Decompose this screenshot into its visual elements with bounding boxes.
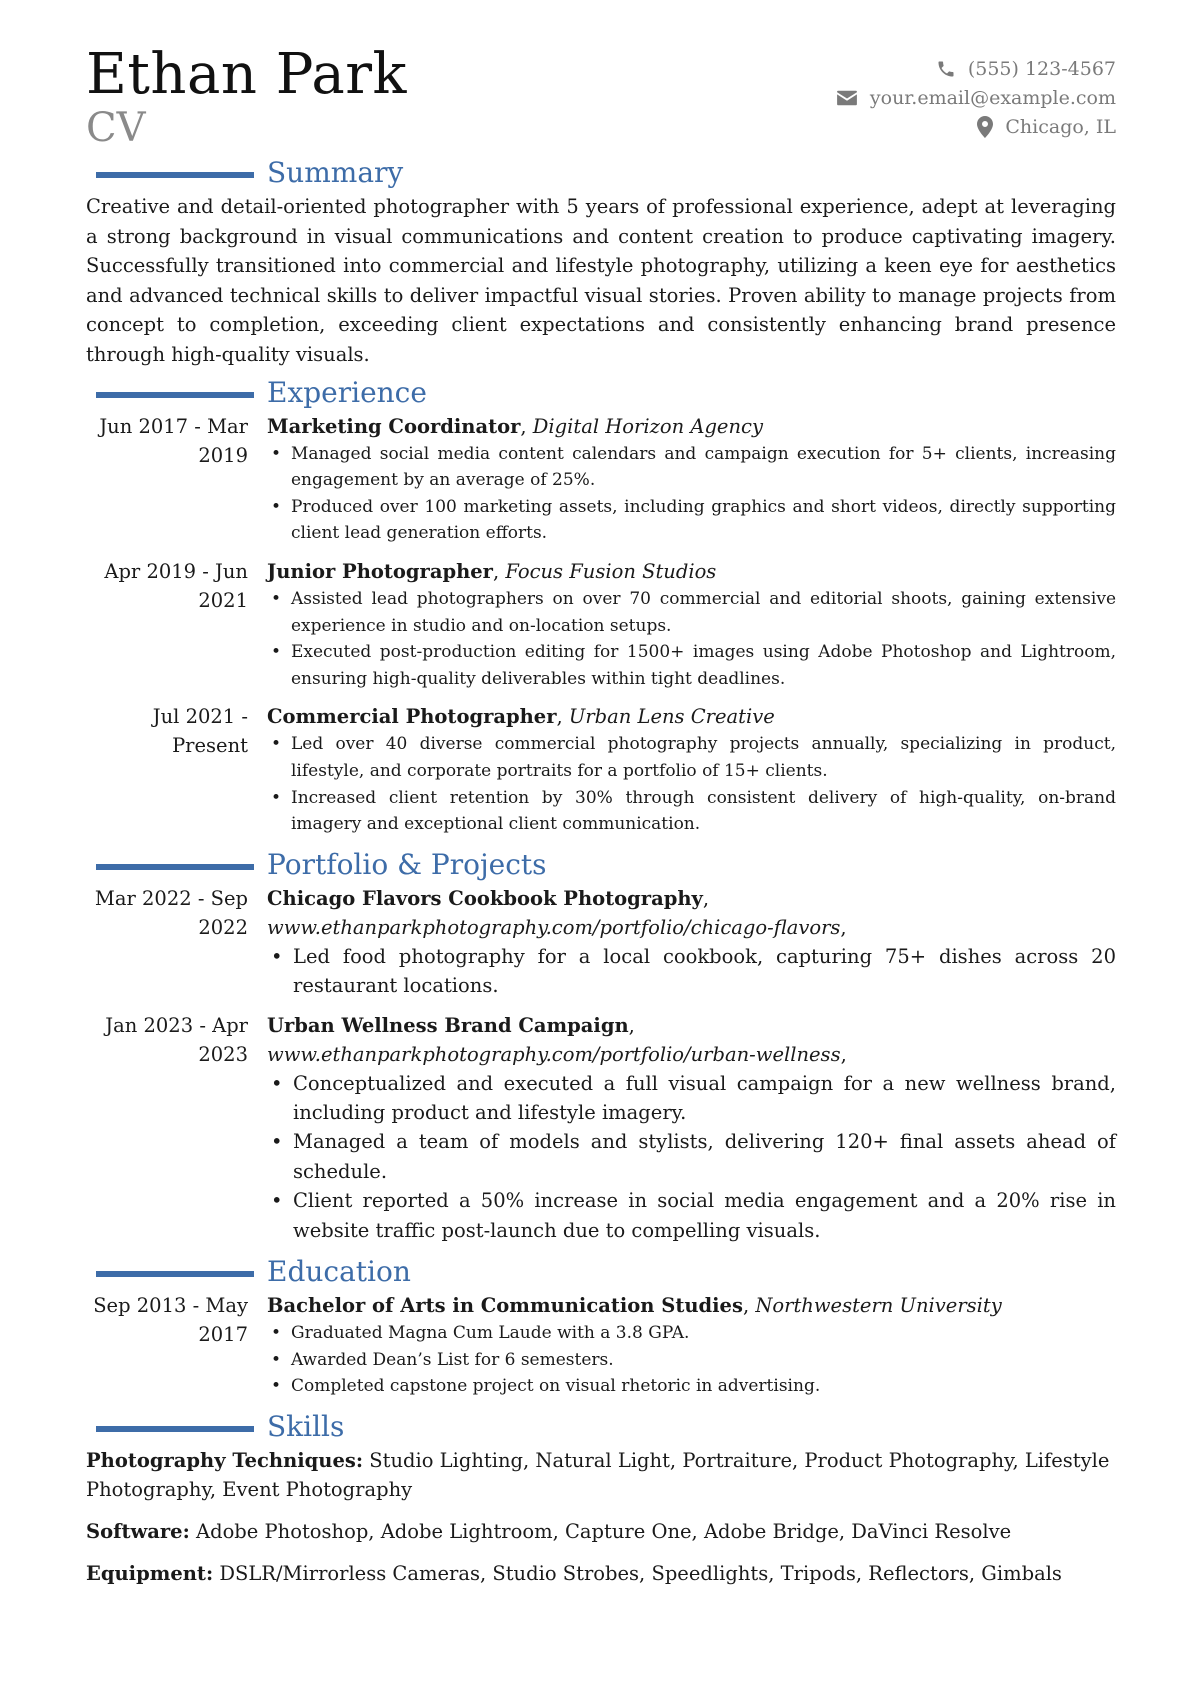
bullet-list [267,1069,1116,1245]
experience-entry [86,557,1116,692]
entry-title: Urban Wellness Brand Campaign, www.ethanparkphotography.com/portfolio/urban-wellness, [267,1013,847,1066]
skill-row [86,1446,1116,1505]
map-marker-icon [977,116,993,138]
entry-date: Sep 2013 - May 2017 [93,1293,248,1346]
section-rule [96,864,254,870]
experience-entry [86,702,1116,837]
education-entry [86,1291,1116,1400]
entry-title: Commercial Photographer, Urban Lens Creative [267,705,775,729]
bullet-item: • Awarded Dean’s List for 6 semesters. [291,1347,1116,1374]
skill-row [86,1559,1116,1589]
section-title: Portfolio & Projects [267,847,547,881]
entry-date: Jan 2023 - Apr 2023 [105,1013,248,1066]
email-link[interactable]: your.email@example.com [869,86,1116,109]
bullet-list [267,441,1116,547]
bullet-item: • Led over 40 diverse commercial photography projects annually, specializing in product, lifestyle, and corporate portraits for a portfolio of 15+ clients. [291,731,1116,784]
job-role: Marketing Coordinator [267,414,521,438]
entry-title: Marketing Coordinator, Digital Horizon Agency [267,414,763,438]
entry-date: Mar 2022 - Sep 2022 [94,886,248,939]
phone-icon [936,59,956,79]
person-name: Ethan Park [86,42,407,107]
section-title: Education [267,1254,411,1288]
bullet-item: • Conceptualized and executed a full visual campaign for a new wellness brand, including product and lifestyle imagery. [291,1069,1116,1128]
skill-label: Software: [86,1519,190,1543]
skill-label: Equipment: [86,1561,214,1585]
bullet-item: • Led food photography for a local cookbook, capturing 75+ dishes across 20 restaurant locations. [291,942,1116,1001]
projects-heading [86,848,1116,884]
entry-date: Apr 2019 - Jun 2021 [104,559,248,612]
section-rule [96,1426,254,1432]
section-title: Skills [267,1409,345,1443]
bullet-item: • Assisted lead photographers on over 70 commercial and editorial shoots, gaining extensive experience in studio and on-location setups. [291,586,1116,639]
cv-page [86,44,1116,1600]
project-name: Urban Wellness Brand Campaign [267,1013,629,1037]
contact-email [836,83,1116,112]
bullet-item: • Produced over 100 marketing assets, including graphics and short videos, directly supporting client lead generation efforts. [291,494,1116,547]
bullet-item: • Completed capstone project on visual rhetoric in advertising. [291,1373,1116,1400]
school: Northwestern University [755,1293,1002,1317]
bullet-item: • Client reported a 50% increase in social media engagement and a 20% rise in website traffic post-launch due to compelling visuals. [291,1186,1116,1245]
envelope-icon [836,89,858,107]
section-rule [96,1271,254,1277]
contact-block [836,54,1116,141]
job-role: Junior Photographer [267,559,493,583]
summary-heading [86,156,1116,192]
entry-title: Chicago Flavors Cookbook Photography, www.ethanparkphotography.com/portfolio/chicago-flavors, [267,886,847,939]
bullet-item: • Managed a team of models and stylists, delivering 120+ final assets ahead of schedule. [291,1127,1116,1186]
skill-row [86,1517,1116,1547]
job-role: Commercial Photographer [267,705,557,729]
section-rule [96,392,254,398]
bullet-list [267,1320,1116,1400]
section-rule [96,172,254,178]
employer: Digital Horizon Agency [532,414,763,438]
bullet-list [267,586,1116,692]
section-title: Summary [267,156,404,189]
skill-value: DSLR/Mirrorless Cameras, Studio Strobes, Speedlights, Tripods, Reflectors, Gimbals [219,1561,1062,1585]
bullet-item: • Executed post-production editing for 1500+ images using Adobe Photoshop and Lightroom, ensuring high-quality deliverables within tight deadlines. [291,639,1116,692]
document-subtitle: CV [86,105,146,151]
section-title: Experience [267,375,427,409]
skills-heading [86,1410,1116,1446]
phone-text[interactable]: (555) 123-4567 [967,57,1116,80]
cv-header [86,44,1116,156]
project-name: Chicago Flavors Cookbook Photography [267,886,703,910]
bullet-item: • Increased client retention by 30% through consistent delivery of high-quality, on-brand imagery and exceptional client communication. [291,785,1116,838]
employer: Urban Lens Creative [568,705,775,729]
entry-date: Jun 2017 - Mar 2019 [99,414,248,467]
bullet-item: • Managed social media content calendars and campaign execution for 5+ clients, increasing engagement by an average of 25%. [291,441,1116,494]
skill-value: Studio Lighting, Natural Light, Portraiture, Product Photography, Lifestyle Photography, Event Photography [86,1448,1110,1502]
location-text: Chicago, IL [1005,115,1116,138]
entry-date: Jul 2021 - Present [152,705,248,758]
project-link[interactable]: www.ethanparkphotography.com/portfolio/urban-wellness [267,1042,841,1066]
experience-heading [86,376,1116,412]
degree: Bachelor of Arts in Communication Studies [267,1293,743,1317]
bullet-item: • Graduated Magna Cum Laude with a 3.8 GPA. [291,1320,1116,1347]
education-heading [86,1255,1116,1291]
employer: Focus Fusion Studios [505,559,717,583]
entry-title: Bachelor of Arts in Communication Studies, Northwestern University [267,1293,1002,1317]
project-entry [86,1011,1116,1245]
contact-location [836,112,1116,141]
skill-label: Photography Techniques: [86,1448,364,1472]
contact-phone [836,54,1116,83]
summary-text: Creative and detail-oriented photographer with 5 years of professional experience, adept at leveraging a strong background in visual communications and content creation to produce captivating imagery. Successfully transitioned into commercial and lifestyle photography, utilizing a keen eye for aesthetics and advanced technical skills to deliver impactful visual stories. Proven ability to manage projects from concept to completion, exceeding client expectations and consistently enhancing brand presence through high-quality visuals. [86,195,1116,366]
skill-value: Adobe Photoshop, Adobe Lightroom, Capture One, Adobe Bridge, DaVinci Resolve [196,1519,1012,1543]
entry-title: Junior Photographer, Focus Fusion Studios [267,559,717,583]
project-link[interactable]: www.ethanparkphotography.com/portfolio/chicago-flavors [267,915,841,939]
experience-entry [86,412,1116,547]
bullet-list [267,731,1116,837]
bullet-list [267,942,1116,1001]
project-entry [86,884,1116,1001]
